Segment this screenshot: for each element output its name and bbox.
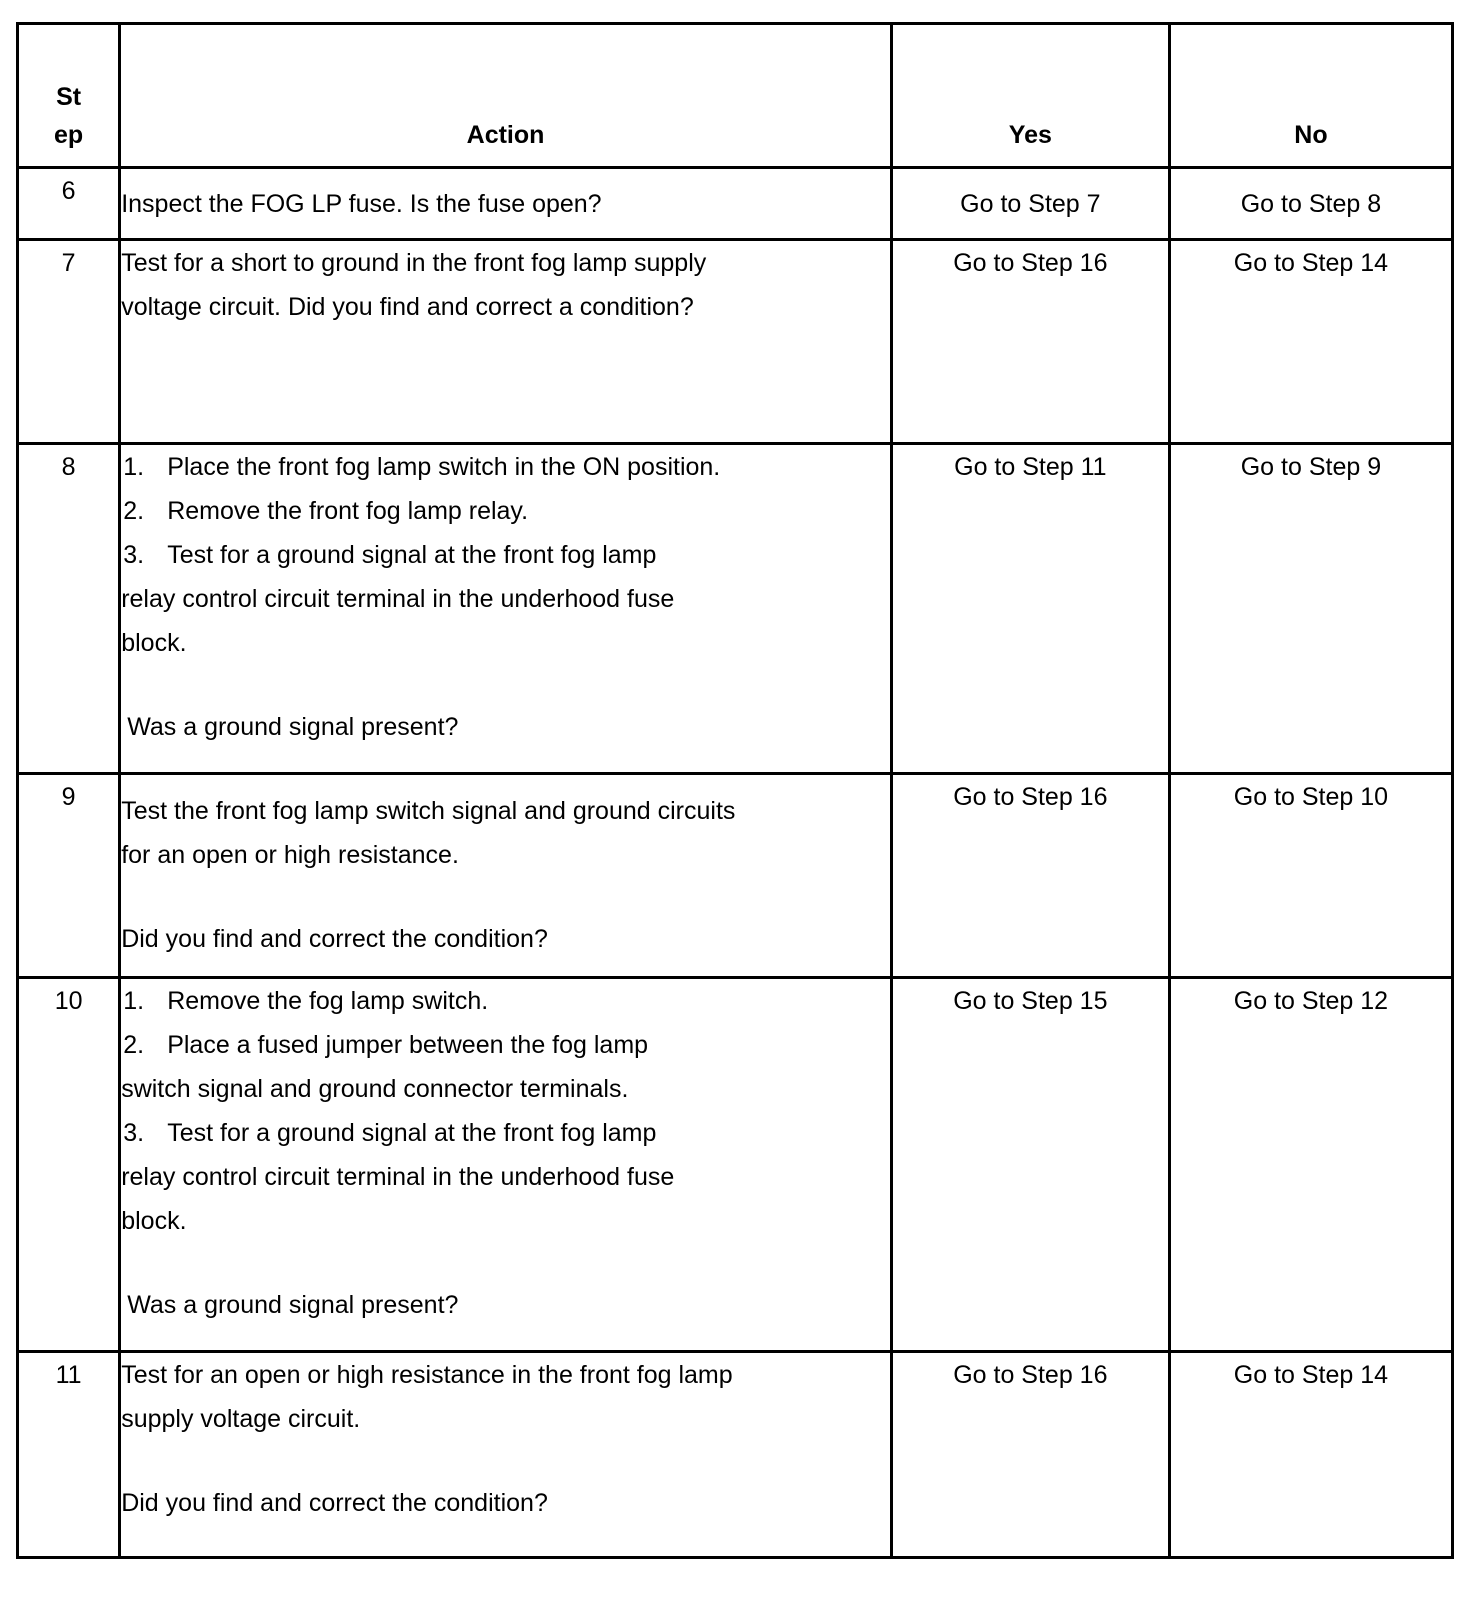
action-cell <box>120 240 892 444</box>
list-item-text: Remove the fog lamp switch. <box>167 987 489 1015</box>
yes-cell: Go to Step 16 <box>891 240 1169 444</box>
action-cell <box>120 774 892 978</box>
list-item <box>121 979 890 1023</box>
action-cell: Inspect the FOG LP fuse. Is the fuse open? <box>120 168 892 240</box>
table-row <box>18 978 1453 1352</box>
yes-cell: Go to Step 15 <box>891 978 1169 1352</box>
list-item-text: Place a fused jumper between the fog lamp <box>167 1031 649 1059</box>
action-question: Did you find and correct the condition? <box>121 925 548 953</box>
step-number: 7 <box>18 240 120 444</box>
action-line: block. <box>121 1207 187 1235</box>
list-item-text: Place the front fog lamp switch in the ON position. <box>167 453 721 481</box>
step-number: 11 <box>18 1352 120 1558</box>
action-cell <box>120 1352 892 1558</box>
action-cell <box>120 444 892 774</box>
action-line: Test the front fog lamp switch signal and ground circuits <box>121 797 736 825</box>
step-number: 8 <box>18 444 120 774</box>
list-item-text: Test for a ground signal at the front fog lamp <box>167 541 657 569</box>
no-cell: Go to Step 8 <box>1169 168 1452 240</box>
action-line: relay control circuit terminal in the underhood fuse <box>121 585 675 613</box>
list-item <box>121 445 890 489</box>
yes-cell: Go to Step 16 <box>891 1352 1169 1558</box>
yes-cell: Go to Step 11 <box>891 444 1169 774</box>
action-line: for an open or high resistance. <box>121 841 459 869</box>
header-step-line2: ep <box>54 121 84 149</box>
list-item <box>121 489 890 533</box>
step-number: 6 <box>18 168 120 240</box>
table-row <box>18 444 1453 774</box>
diagnostic-table <box>16 22 1454 1559</box>
header-step <box>18 24 120 168</box>
action-line: supply voltage circuit. <box>121 1405 361 1433</box>
no-cell: Go to Step 10 <box>1169 774 1452 978</box>
list-item-number: 2. <box>123 497 145 525</box>
no-cell: Go to Step 14 <box>1169 1352 1452 1558</box>
list-item <box>121 1023 890 1067</box>
list-item-text: Remove the front fog lamp relay. <box>167 497 529 525</box>
action-question: Was a ground signal present? <box>127 713 459 741</box>
no-cell: Go to Step 12 <box>1169 978 1452 1352</box>
yes-cell: Go to Step 7 <box>891 168 1169 240</box>
list-item-number: 3. <box>123 1119 145 1147</box>
header-no: No <box>1169 24 1452 168</box>
list-item-number: 2. <box>123 1031 145 1059</box>
list-item <box>121 1111 890 1155</box>
header-step-line1: St <box>56 83 82 111</box>
action-cell <box>120 978 892 1352</box>
yes-cell: Go to Step 16 <box>891 774 1169 978</box>
list-item <box>121 533 890 577</box>
no-cell: Go to Step 9 <box>1169 444 1452 774</box>
action-question: Did you find and correct the condition? <box>121 1489 548 1517</box>
list-item-text: Test for a ground signal at the front fog lamp <box>167 1119 657 1147</box>
header-action: Action <box>120 24 892 168</box>
action-line: block. <box>121 629 187 657</box>
list-item-number: 1. <box>123 987 145 1015</box>
action-line: Test for a short to ground in the front fog lamp supply <box>121 249 707 277</box>
list-item-number: 1. <box>123 453 145 481</box>
step-number: 9 <box>18 774 120 978</box>
step-number: 10 <box>18 978 120 1352</box>
table-row <box>18 240 1453 444</box>
action-line: voltage circuit. Did you find and correct a condition? <box>121 293 694 321</box>
action-line: Test for an open or high resistance in the front fog lamp <box>121 1361 733 1389</box>
action-question: Was a ground signal present? <box>127 1291 459 1319</box>
table-row <box>18 1352 1453 1558</box>
action-line: relay control circuit terminal in the underhood fuse <box>121 1163 675 1191</box>
header-row <box>18 24 1453 168</box>
list-item-number: 3. <box>123 541 145 569</box>
table-row <box>18 774 1453 978</box>
header-yes: Yes <box>891 24 1169 168</box>
no-cell: Go to Step 14 <box>1169 240 1452 444</box>
action-line: switch signal and ground connector terminals. <box>121 1075 629 1103</box>
table-row <box>18 168 1453 240</box>
